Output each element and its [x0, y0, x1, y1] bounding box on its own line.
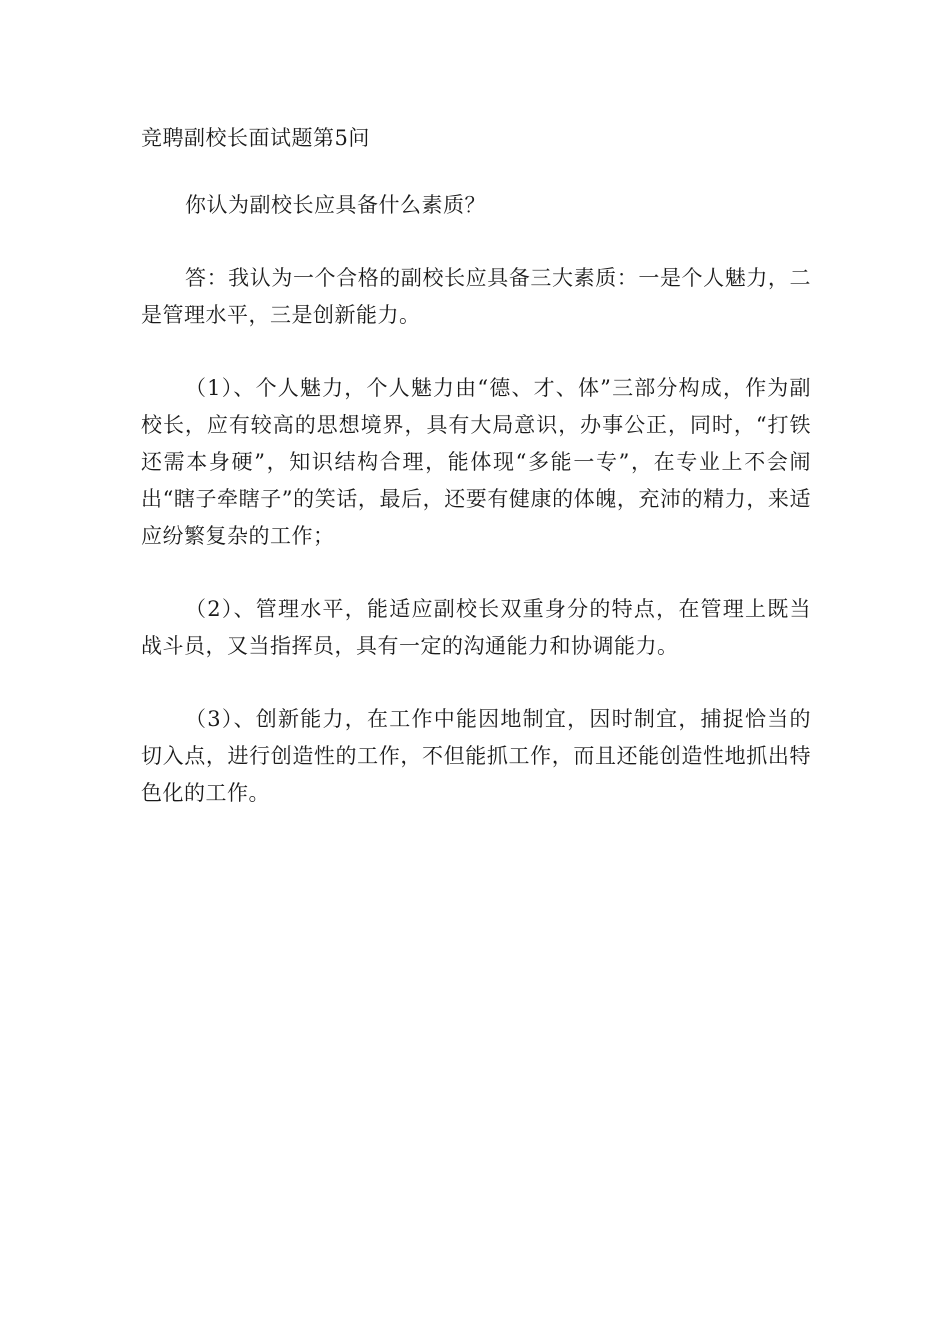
point-1-paragraph: （1）、个人魅力，个人魅力由“德、才、体”三部分构成，作为副校长，应有较高的思想境界，具有大局意识，办事公正，同时，“打铁还需本身硬”，知识结构合理，能体现“多能一专”，在专业上不会闹出“瞎子牵瞎子”的笑话，最后，还要有健康的体魄，充沛的精力，来适应纷繁复杂的工作；: [141, 376, 811, 548]
document-title: 竞聘副校长面试题第5问: [141, 126, 370, 150]
question-paragraph: 你认为副校长应具备什么素质？: [185, 193, 486, 217]
answer-paragraph: 答：我认为一个合格的副校长应具备三大素质：一是个人魅力，二是管理水平，三是创新能力。: [141, 266, 811, 327]
point-2-paragraph: （2）、管理水平，能适应副校长双重身分的特点，在管理上既当战斗员，又当指挥员，具有一定的沟通能力和协调能力。: [141, 597, 811, 658]
document-body: [141, 120, 811, 848]
point-3-paragraph: （3）、创新能力，在工作中能因地制宜，因时制宜，捕捉恰当的切入点，进行创造性的工作，不但能抓工作，而且还能创造性地抓出特色化的工作。: [141, 707, 811, 805]
